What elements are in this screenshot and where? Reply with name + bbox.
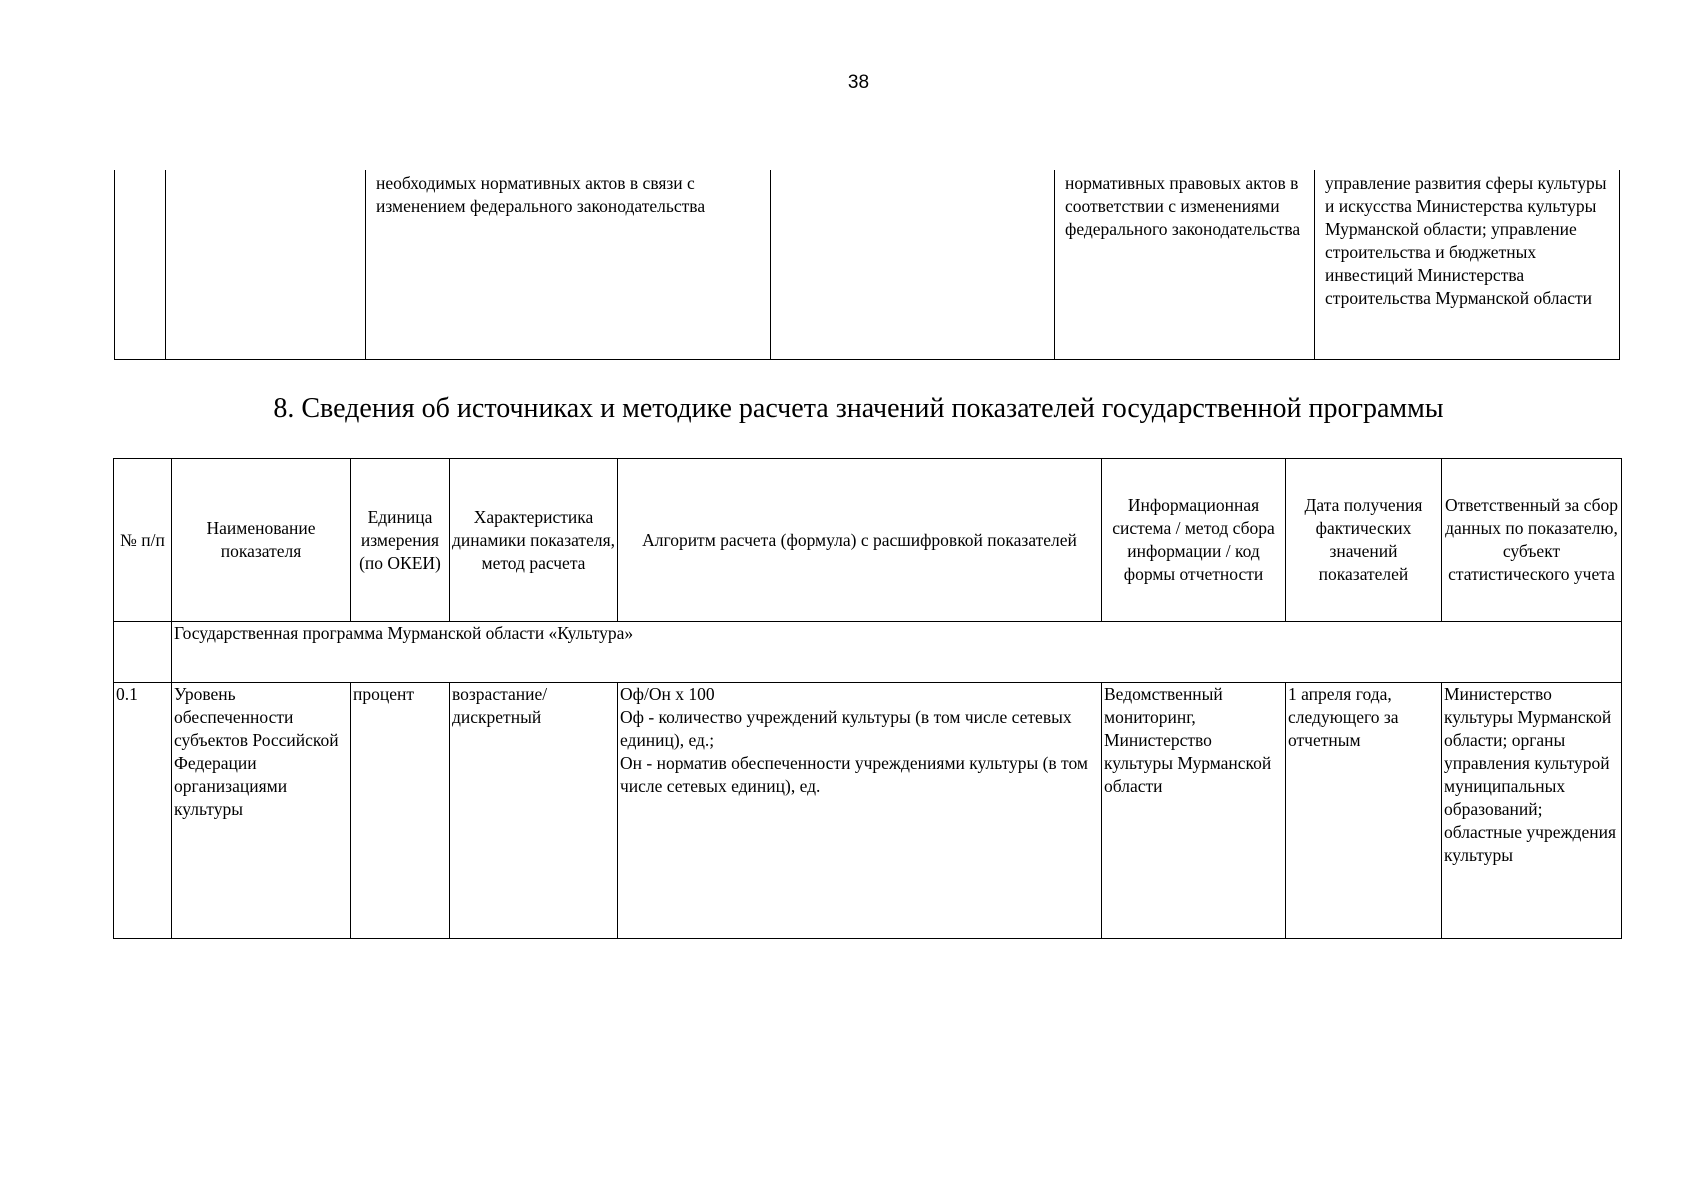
row-info-system: Ведомственный мониторинг, Министерство культуры Мурманской области (1102, 683, 1286, 939)
header-number: № п/п (114, 459, 172, 622)
section-heading: 8. Сведения об источниках и методике расчета значений показателей государственной программы (273, 393, 1444, 424)
program-number (114, 622, 172, 683)
cont-cell-4 (771, 170, 1055, 360)
header-name: Наименование показателя (172, 459, 351, 622)
row-unit: процент (351, 683, 450, 939)
row-name: Уровень обеспеченности субъектов Российской Федерации организациями культуры (172, 683, 351, 939)
header-algorithm: Алгоритм расчета (формула) с расшифровкой показателей (618, 459, 1102, 622)
cont-cell-1 (115, 170, 166, 360)
cont-cell-5: нормативных правовых актов в соответствии с изменениями федерального законодательства (1055, 170, 1315, 360)
indicators-table (113, 458, 1622, 939)
header-unit: Единица измерения (по ОКЕИ) (351, 459, 450, 622)
continuation-table (114, 170, 1620, 360)
algorithm-formula: Оф/Он х 100 (620, 684, 715, 704)
page-number: 38 (847, 72, 870, 93)
header-info-system: Информационная система / метод сбора информации / код формы отчетности (1102, 459, 1286, 622)
cont-cell-2 (166, 170, 366, 360)
header-date: Дата получения фактических значений показателей (1286, 459, 1442, 622)
cont-cell-6: управление развития сферы культуры и искусства Министерства культуры Мурманской области; управление строительства и бюджетных инвестиций Министерства строительства Мурманской области (1315, 170, 1620, 360)
row-number: 0.1 (114, 683, 172, 939)
table-row (114, 683, 1622, 939)
row-dynamics: возрастание/ дискретный (450, 683, 618, 939)
algorithm-line-1: Оф - количество учреждений культуры (в том числе сетевых единиц), ед.; (620, 707, 1072, 750)
continuation-row (115, 170, 1620, 360)
algorithm-line-2: Он - норматив обеспеченности учреждениями культуры (в том числе сетевых единиц), ед. (620, 753, 1088, 796)
header-dynamics: Характеристика динамики показателя, метод расчета (450, 459, 618, 622)
cont-cell-3: необходимых нормативных актов в связи с изменением федерального законодательства (366, 170, 771, 360)
row-date: 1 апреля года, следующего за отчетным (1286, 683, 1442, 939)
header-responsible: Ответственный за сбор данных по показателю, субъект статистического учета (1442, 459, 1622, 622)
program-title: Государственная программа Мурманской области «Культура» (172, 622, 1622, 683)
row-responsible: Министерство культуры Мурманской области; органы управления культурой муниципальных образований; областные учреждения культуры (1442, 683, 1622, 939)
header-row (114, 459, 1622, 622)
program-row (114, 622, 1622, 683)
row-algorithm (618, 683, 1102, 939)
